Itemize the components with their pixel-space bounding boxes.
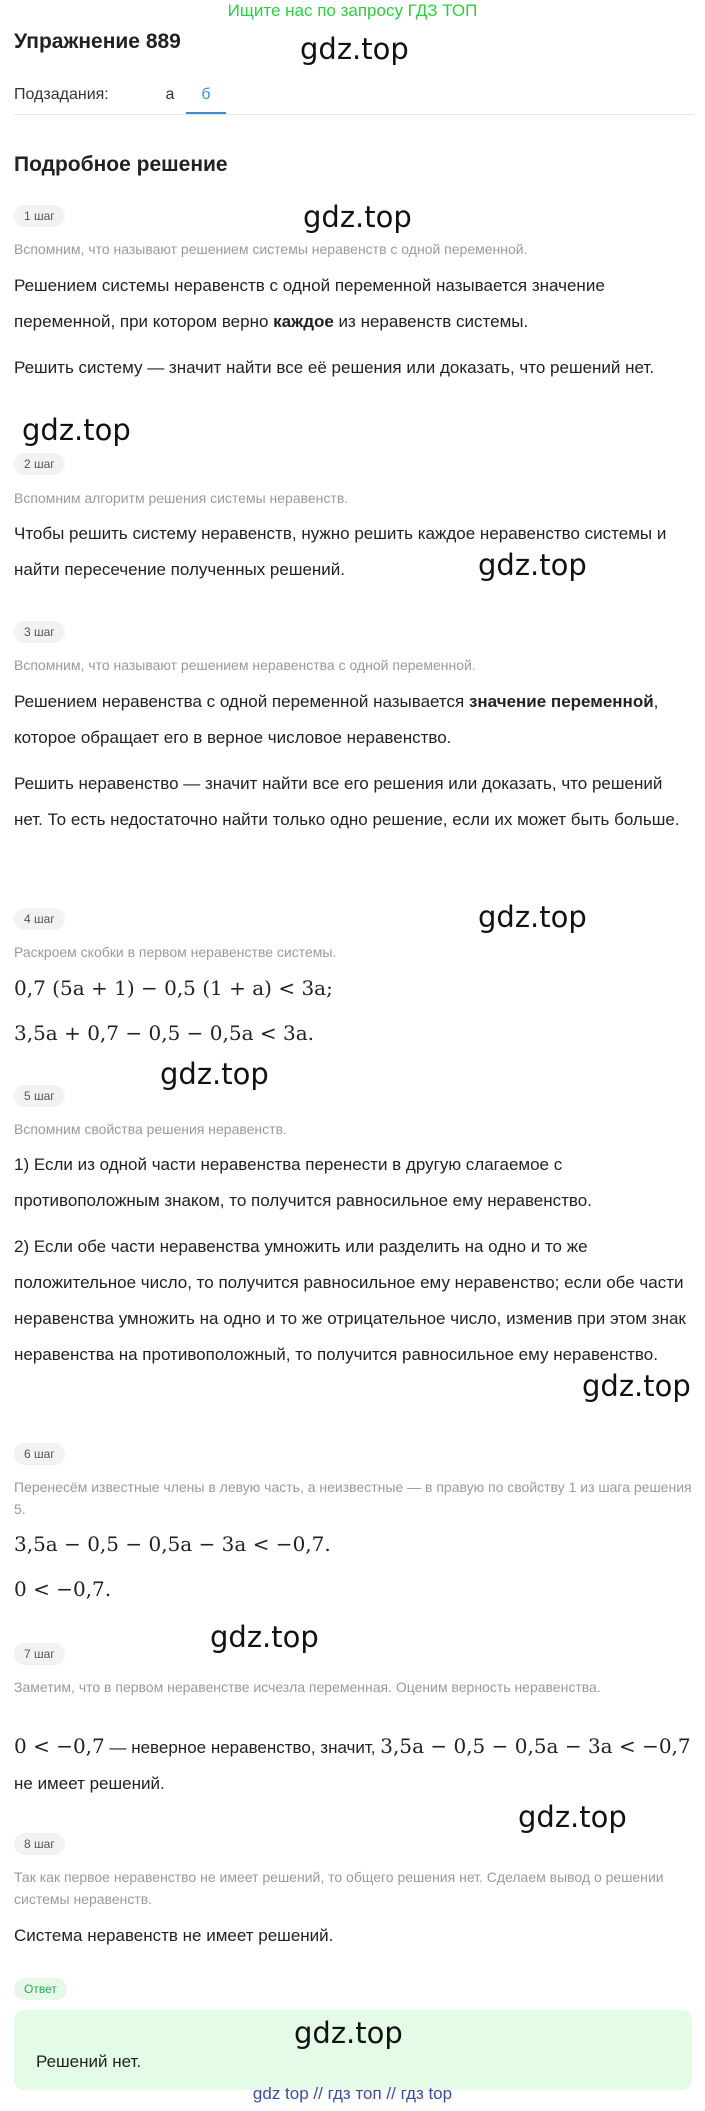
footer-links[interactable]: gdz top // гдз топ // гдз top <box>252 2084 453 2103</box>
math-line-6b: 0 < −0,7. <box>14 1577 112 1601</box>
step-badge-3: 3 шаг <box>14 621 65 643</box>
answer-text: Решений нет. <box>36 2052 142 2071</box>
watermark: gdz.top <box>294 2016 403 2050</box>
step-note-2: Вспомним алгоритм решения системы неравенств. <box>14 490 349 506</box>
step-note-5: Вспомним свойства решения неравенств. <box>14 1121 287 1137</box>
step-text-7: 0 < −0,7 — неверное неравенство, значит, 3,5a − 0,5 − 0,5a − 3a < −0,7 не имеет решений. <box>14 1734 691 1793</box>
subtask-tab-a[interactable]: а <box>165 86 175 103</box>
answer-badge: Ответ <box>14 1978 67 2000</box>
step-text-5a: 1) Если из одной части неравенства перенести в другую слагаемое с противоположным знаком, то получится равносильное ему неравенство. <box>14 1155 592 1210</box>
page-title: Упражнение 889 <box>14 30 181 53</box>
step-text-1b: Решить систему — значит найти все её решения или доказать, что решений нет. <box>14 358 655 377</box>
active-tab-underline <box>186 112 226 114</box>
step-badge-8: 8 шаг <box>14 1833 65 1855</box>
watermark: gdz.top <box>518 1800 627 1834</box>
step-note-3: Вспомним, что называют решением неравенства с одной переменной. <box>14 657 476 673</box>
math-line-4a: 0,7 (5a + 1) − 0,5 (1 + a) < 3a; <box>14 976 333 1000</box>
step-badge-6: 6 шаг <box>14 1443 65 1465</box>
step-text-1a: Решением системы неравенств с одной переменной называется значение переменной, при котором верно каждое из неравенств системы. <box>14 276 605 331</box>
watermark: gdz.top <box>478 900 587 934</box>
step-text-3a: Решением неравенства с одной переменной называется значение переменной, которое обращает его в верное числовое неравенство. <box>14 692 659 747</box>
math-line-4b: 3,5a + 0,7 − 0,5 − 0,5a < 3a. <box>14 1021 314 1045</box>
step-note-4: Раскроем скобки в первом неравенстве системы. <box>14 944 337 960</box>
watermark: gdz.top <box>300 32 409 66</box>
search-banner[interactable]: Ищите нас по запросу ГДЗ ТОП <box>227 1 478 20</box>
subtasks-label: Подзадания: <box>14 86 109 103</box>
step-badge-7: 7 шаг <box>14 1643 65 1665</box>
step-badge-4: 4 шаг <box>14 908 65 930</box>
step-badge-2: 2 шаг <box>14 453 65 475</box>
math-line-6a: 3,5a − 0,5 − 0,5a − 3a < −0,7. <box>14 1532 331 1556</box>
step-text-5b: 2) Если обе части неравенства умножить или разделить на одно и то же положительное число, то получится равносильное ему неравенство; если обе части неравенства умножить на одно и то же отрицательное число, изменив при этом знак неравенства на противоположный, то получится равносильное ему неравенство. <box>14 1237 686 1364</box>
watermark: gdz.top <box>303 200 412 234</box>
watermark: gdz.top <box>210 1620 319 1654</box>
watermark: gdz.top <box>22 413 131 447</box>
subtask-tab-b[interactable]: б <box>201 86 211 103</box>
step-text-3b: Решить неравенство — значит найти все его решения или доказать, что решений нет. То есть недостаточно найти только одно решение, если их может быть больше. <box>14 774 680 829</box>
step-note-1: Вспомним, что называют решением системы неравенств с одной переменной. <box>14 241 528 257</box>
step-note-7: Заметим, что в первом неравенстве исчезла переменная. Оценим верность неравенства. <box>14 1679 601 1695</box>
watermark: gdz.top <box>160 1057 269 1091</box>
watermark: gdz.top <box>478 548 587 582</box>
step-note-8: Так как первое неравенство не имеет решений, то общего решения нет. Сделаем вывод о решении системы неравенств. <box>14 1869 664 1907</box>
watermark: gdz.top <box>582 1369 691 1403</box>
step-badge-1: 1 шаг <box>14 205 65 227</box>
step-text-2: Чтобы решить систему неравенств, нужно решить каждое неравенство системы и найти пересечение полученных решений. <box>14 524 667 579</box>
solution-heading: Подробное решение <box>14 153 228 176</box>
step-text-8: Система неравенств не имеет решений. <box>14 1926 334 1945</box>
step-note-6: Перенесём известные члены в левую часть, а неизвестные — в правую по свойству 1 из шага решения 5. <box>14 1479 692 1517</box>
step-badge-5: 5 шаг <box>14 1085 65 1107</box>
subtasks-bar <box>14 84 694 115</box>
